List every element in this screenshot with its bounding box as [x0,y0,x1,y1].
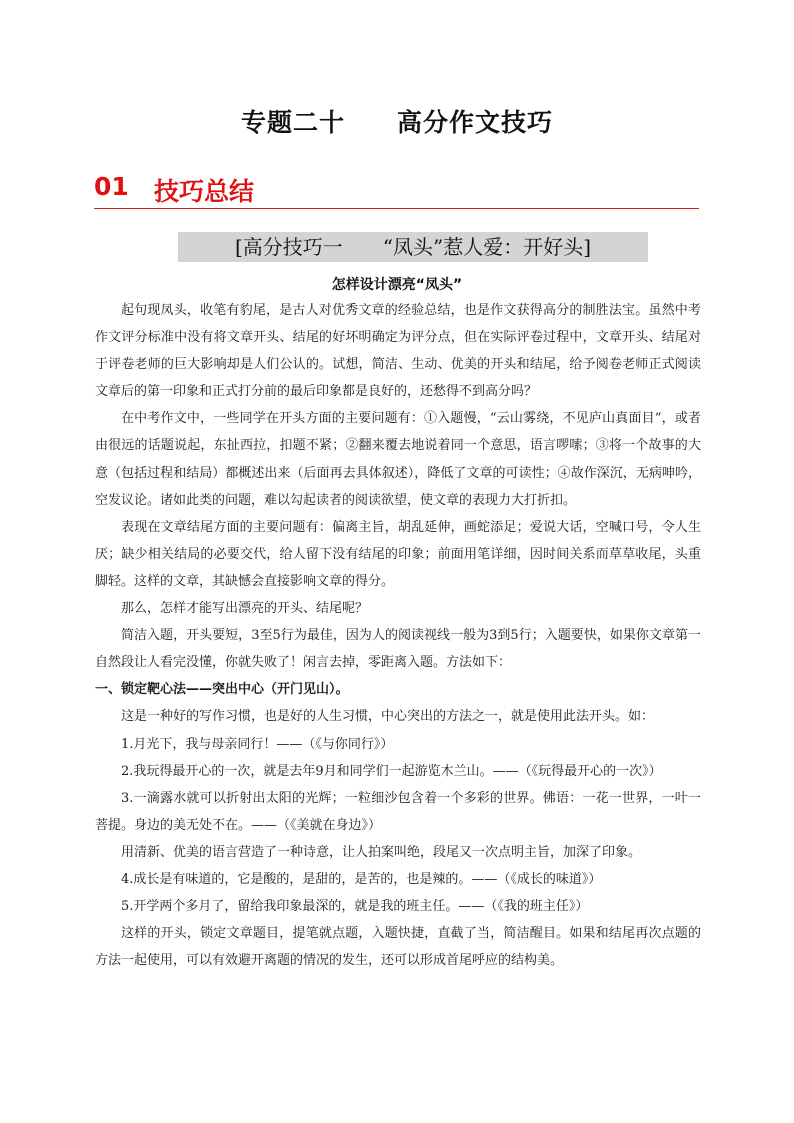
subsection-title: 怎样设计漂亮“凤头” [331,277,463,293]
method-heading: 一、锁定靶心法——突出中心（开门见山）。 [95,682,349,698]
paragraph-comment: 用清新、优美的语言营造了一种诗意，让人拍案叫绝，段尾又一次点明主旨，加深了印象。 [121,844,642,860]
example-item: 2.我玩得最开心的一次，就是去年9月和同学们一起游览木兰山。——（《玩得最开心的一次》） [121,763,662,779]
section-number: 01 [94,172,129,201]
paragraph-summary: 这样的开头，锁定文章题目，提笔就点题，入题快捷，直截了当，简洁醒目。如果和结尾再次点题的方法一起使用，可以有效避开离题的情况的发生，还可以形成首尾呼应的结构美。 [95,926,701,969]
paragraph-ending-problems: 表现在文章结尾方面的主要问题有：偏离主旨，胡乱延伸，画蛇添足；爱说大话，空喊口号，令人生厌；缺少相关结局的必要交代，给人留下没有结尾的印象；前面用笔详细，因时间关系而草草收尾，头重脚轻。这样的文章，其缺憾会直接影响文章的得分。 [95,519,701,589]
technique-banner: [高分技巧一 “凤头”惹人爱：开好头] [178,232,648,262]
paragraph-method-desc: 这是一种好的写作习惯，也是好的人生习惯，中心突出的方法之一，就是使用此法开头。如： [121,709,655,725]
paragraph-opening-problems: 在中考作文中，一些同学在开头方面的主要问题有：①入题慢，“云山雾绕，不见庐山真面目”，或者由很远的话题说起，东扯西拉，扣题不紧；②翻来覆去地说着同一个意思，语言啰嗦；③将一个故事的大意（包括过程和结局）都概述出来（后面再去具体叙述），降低了文章的可读性；④故作深沉，无病呻吟，空发议论。诸如此类的问题，难以勾起读者的阅读欲望，使文章的表现力大打折扣。 [95,411,701,508]
paragraph-question: 那么，怎样才能写出漂亮的开头、结尾呢？ [121,601,369,617]
section-header [94,172,699,209]
paragraph-method-intro: 简洁入题，开头要短，3至5行为最佳，因为人的阅读视线一般为3到5行；入题要快，如果你文章第一自然段让人看完没懂，你就失败了！闲言去掉，零距离入题。方法如下： [95,628,701,671]
document-title: 专题二十 高分作文技巧 [240,108,553,137]
example-item: 3.一滴露水就可以折射出太阳的光辉；一粒细沙包含着一个多彩的世界。佛语：一花一世界，一叶一菩提。身边的美无处不在。——（《美就在身边》） [95,790,701,833]
body-text [95,297,701,974]
example-item: 1.月光下，我与母亲同行！——（《与你同行》） [121,736,394,752]
section-title: 技巧总结 [154,177,255,206]
example-item: 5.开学两个多月了，留给我印象最深的，就是我的班主任。——（《我的班主任》） [121,899,589,915]
paragraph-intro: 起句现凤头，收笔有豹尾，是古人对优秀文章的经验总结，也是作文获得高分的制胜法宝。虽然中考作文评分标准中没有将文章开头、结尾的好坏明确定为评分点，但在实际评卷过程中，文章开头、结尾对于评卷老师的巨大影响却是人们公认的。试想，简洁、生动、优美的开头和结尾，给予阅卷老师正式阅读文章后的第一印象和正式打分前的最后印象都是良好的，还愁得不到高分吗？ [95,303,701,400]
example-item: 4.成长是有味道的，它是酸的，是甜的，是苦的，也是辣的。——（《成长的味道》） [121,871,602,887]
